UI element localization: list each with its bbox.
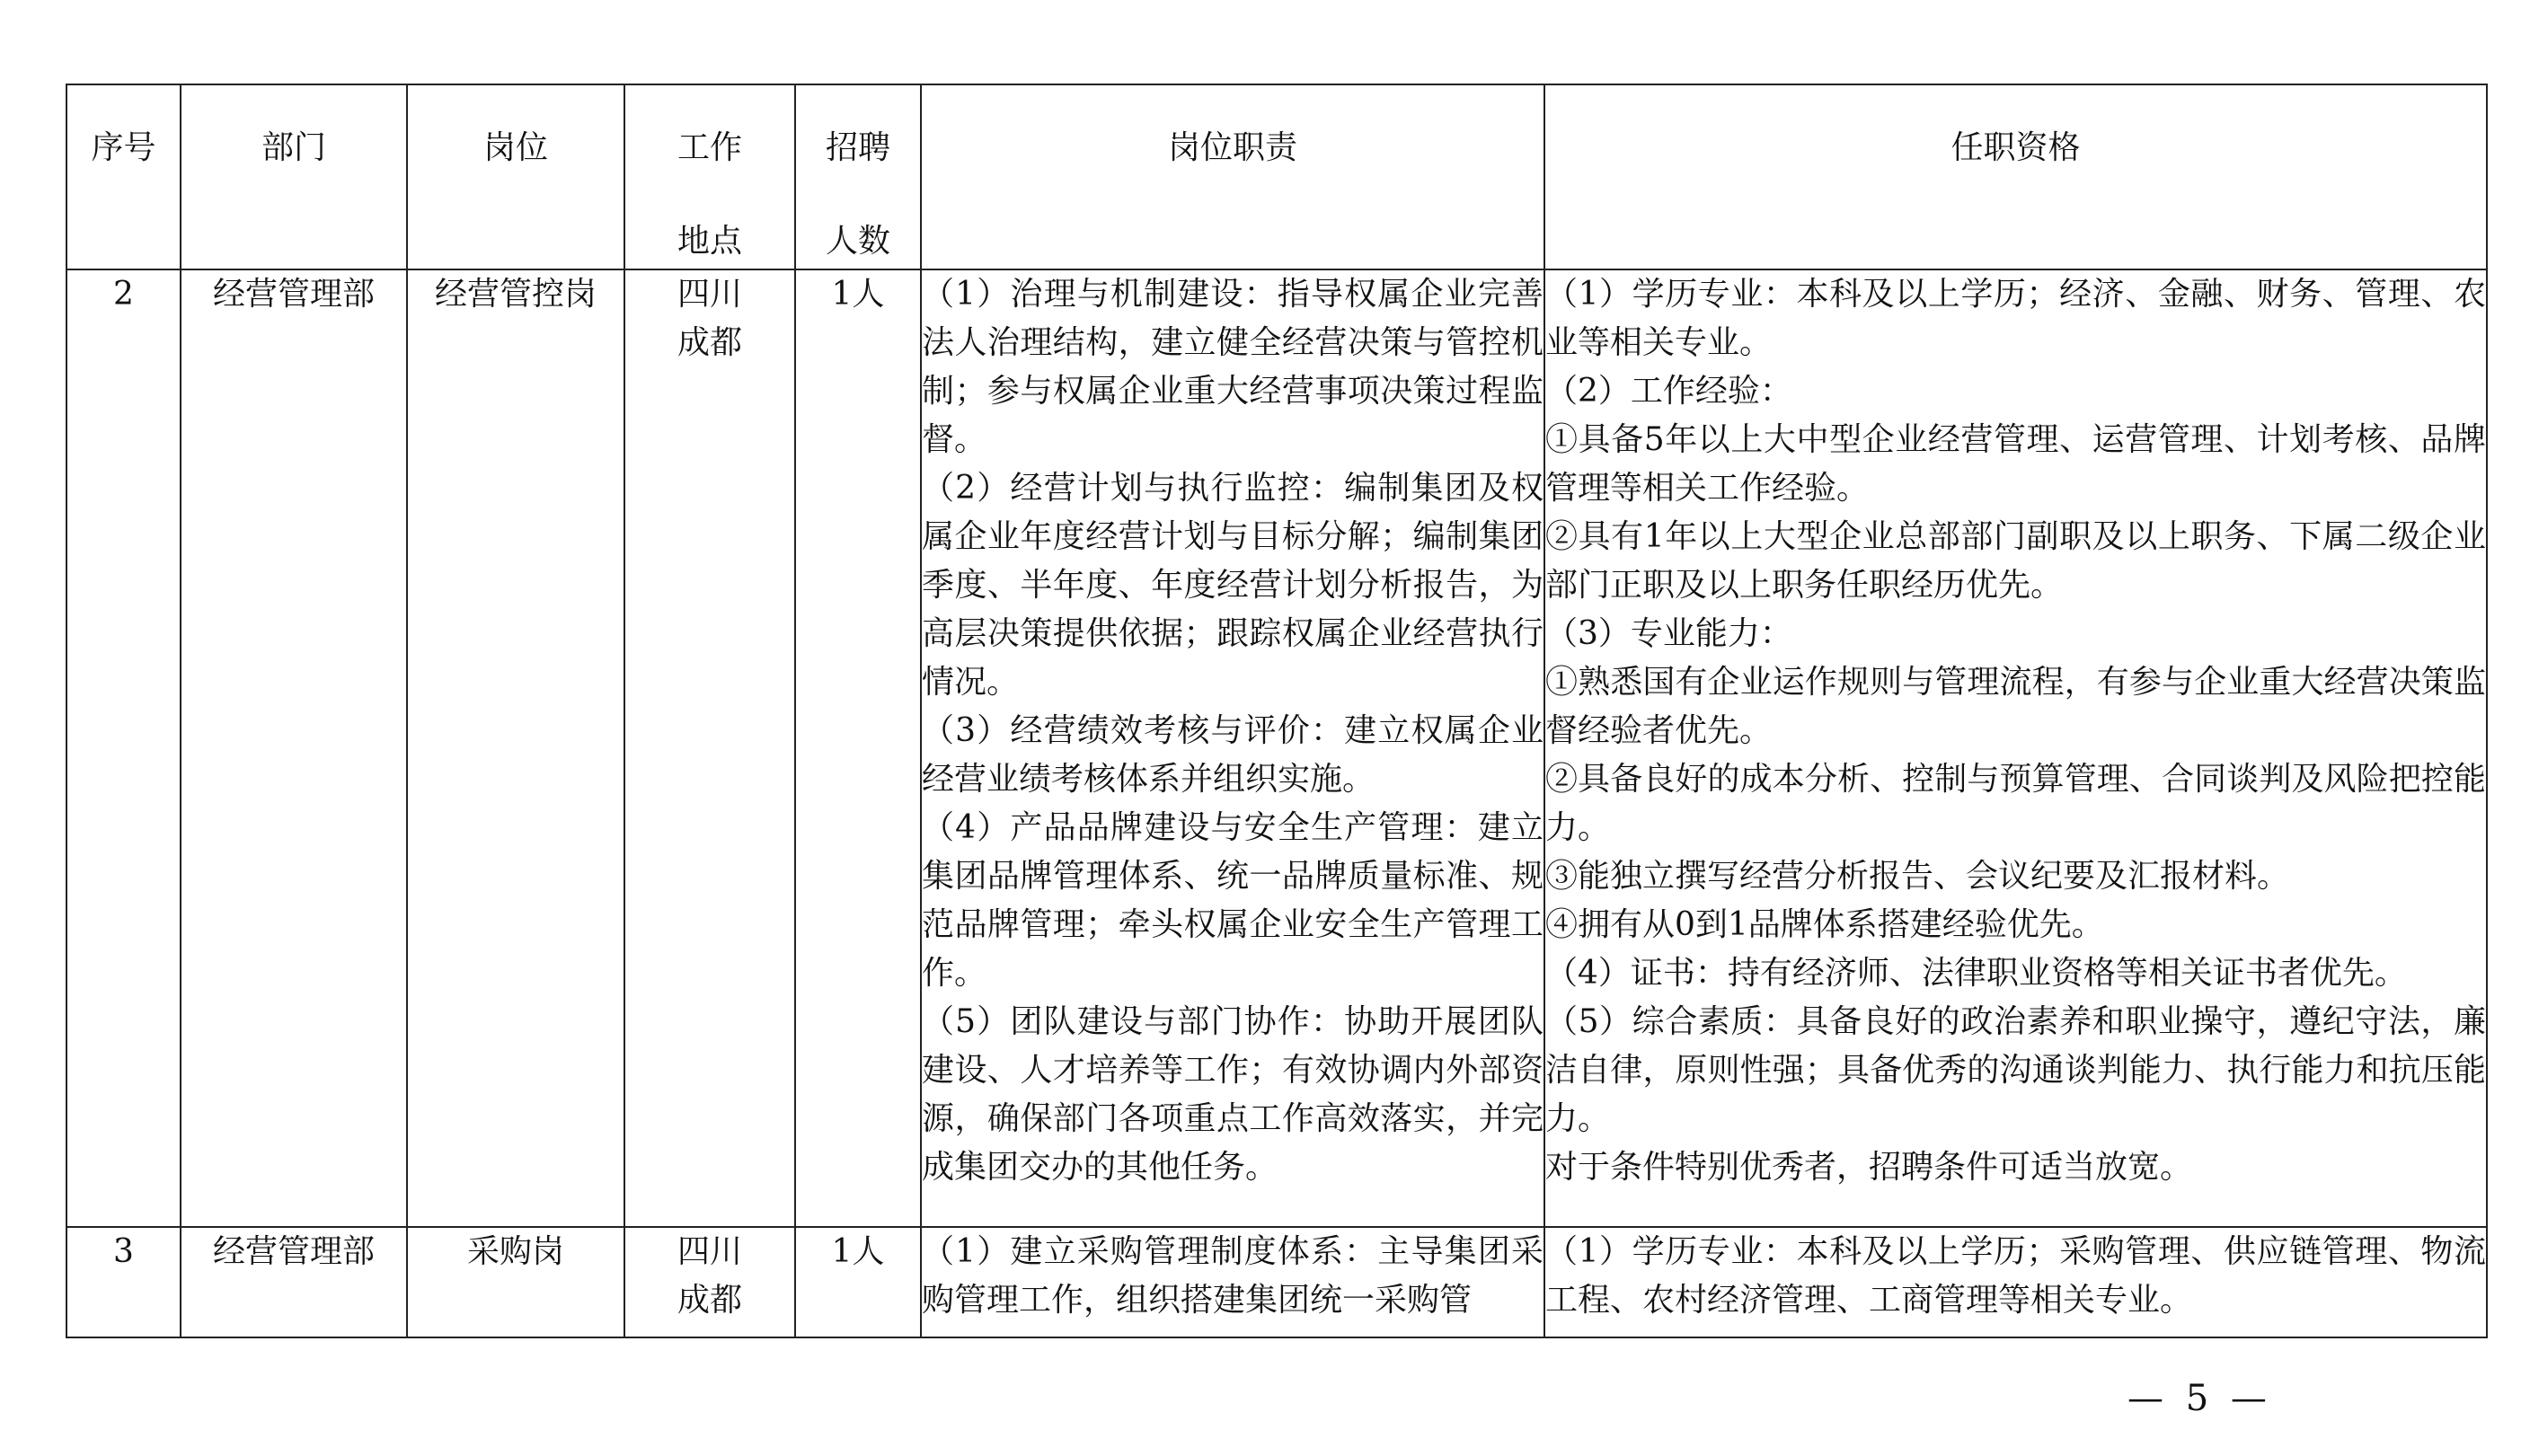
row-location (624, 1227, 795, 1337)
row-location (624, 269, 795, 1227)
qualification-item: 对于条件特别优秀者，招聘条件可适当放宽。 (1545, 1149, 2193, 1186)
duty-item: （5）团队建设与部门协作：协助开展团队建设、人才培养等工作；有效协调内外部资源，确保部门各项重点工作高效落实，并完成集团交办的其他任务。 (922, 1003, 1544, 1186)
duty-item: （2）经营计划与执行监控：编制集团及权属企业年度经营计划与目标分解；编制集团季度、半年度、年度经营计划分析报告，为高层决策提供依据；跟踪权属企业经营执行情况。 (922, 470, 1544, 701)
row-qualifications (1544, 1227, 2487, 1337)
table-row (66, 1227, 2487, 1337)
row-location-line2: 成都 (677, 1282, 742, 1319)
header-seq: 序号 (66, 84, 181, 269)
qualification-item: ②具备良好的成本分析、控制与预算管理、合同谈判及风险把控能力。 (1545, 761, 2486, 846)
row-duties (921, 269, 1544, 1227)
qualification-item: （1）学历专业：本科及以上学历；采购管理、供应链管理、物流工程、农村经济管理、工商管理等相关专业。 (1545, 1233, 2486, 1319)
header-dept: 部门 (181, 84, 407, 269)
qualification-item: ④拥有从0到1品牌体系搭建经验优先。 (1545, 906, 2104, 943)
row-duties (921, 1227, 1544, 1337)
header-location-line2: 地点 (677, 223, 742, 260)
row-dept: 经营管理部 (181, 1227, 407, 1337)
row-hires: 1人 (795, 1227, 921, 1337)
qualification-item: （5）综合素质：具备良好的政治素养和职业操守，遵纪守法，廉洁自律，原则性强；具备优秀的沟通谈判能力、执行能力和抗压能力。 (1545, 1003, 2486, 1137)
header-duties: 岗位职责 (921, 84, 1544, 269)
qualification-item: （3）专业能力： (1545, 615, 1792, 652)
duty-item: （1）建立采购管理制度体系：主导集团采购管理工作，组织搭建集团统一采购管 (922, 1233, 1544, 1319)
row-post: 经营管控岗 (407, 269, 624, 1227)
row-post: 采购岗 (407, 1227, 624, 1337)
row-hires: 1人 (795, 269, 921, 1227)
row-location-line1: 四川 (677, 276, 742, 313)
header-hires-line1: 招聘 (825, 129, 890, 166)
qualification-item: （4）证书：持有经济师、法律职业资格等相关证书者优先。 (1545, 955, 2407, 992)
row-location-line2: 成都 (677, 324, 742, 361)
header-post: 岗位 (407, 84, 624, 269)
header-location-line1: 工作 (677, 129, 742, 166)
row-seq: 2 (66, 269, 181, 1227)
qualification-item: ③能独立撰写经营分析报告、会议纪要及汇报材料。 (1545, 858, 2290, 895)
row-dept: 经营管理部 (181, 269, 407, 1227)
table-row (66, 269, 2487, 1227)
page-number: — 5 — (2127, 1378, 2272, 1419)
row-location-line1: 四川 (677, 1233, 742, 1270)
qualification-item: ②具有1年以上大型企业总部部门副职及以上职务、下属二级企业部门正职及以上职务任职经历优先。 (1545, 518, 2486, 604)
header-location (624, 84, 795, 269)
recruitment-table (66, 84, 2488, 1338)
qualification-item: （1）学历专业：本科及以上学历；经济、金融、财务、管理、农业等相关专业。 (1545, 276, 2486, 361)
duty-item: （4）产品品牌建设与安全生产管理：建立集团品牌管理体系、统一品牌质量标准、规范品牌管理；牵头权属企业安全生产管理工作。 (922, 809, 1544, 992)
header-hires (795, 84, 921, 269)
row-qualifications (1544, 269, 2487, 1227)
duty-item: （3）经营绩效考核与评价：建立权属企业经营业绩考核体系并组织实施。 (922, 712, 1544, 798)
duty-item: （1）治理与机制建设：指导权属企业完善法人治理结构，建立健全经营决策与管控机制；参与权属企业重大经营事项决策过程监督。 (922, 276, 1544, 458)
qualification-item: ①熟悉国有企业运作规则与管理流程，有参与企业重大经营决策监督经验者优先。 (1545, 664, 2486, 749)
table-header-row (66, 84, 2487, 269)
header-hires-line2: 人数 (825, 223, 890, 260)
row-seq: 3 (66, 1227, 181, 1337)
header-qualifications: 任职资格 (1544, 84, 2487, 269)
qualification-item: （2）工作经验： (1545, 373, 1792, 410)
qualification-item: ①具备5年以上大中型企业经营管理、运营管理、计划考核、品牌管理等相关工作经验。 (1545, 421, 2486, 507)
